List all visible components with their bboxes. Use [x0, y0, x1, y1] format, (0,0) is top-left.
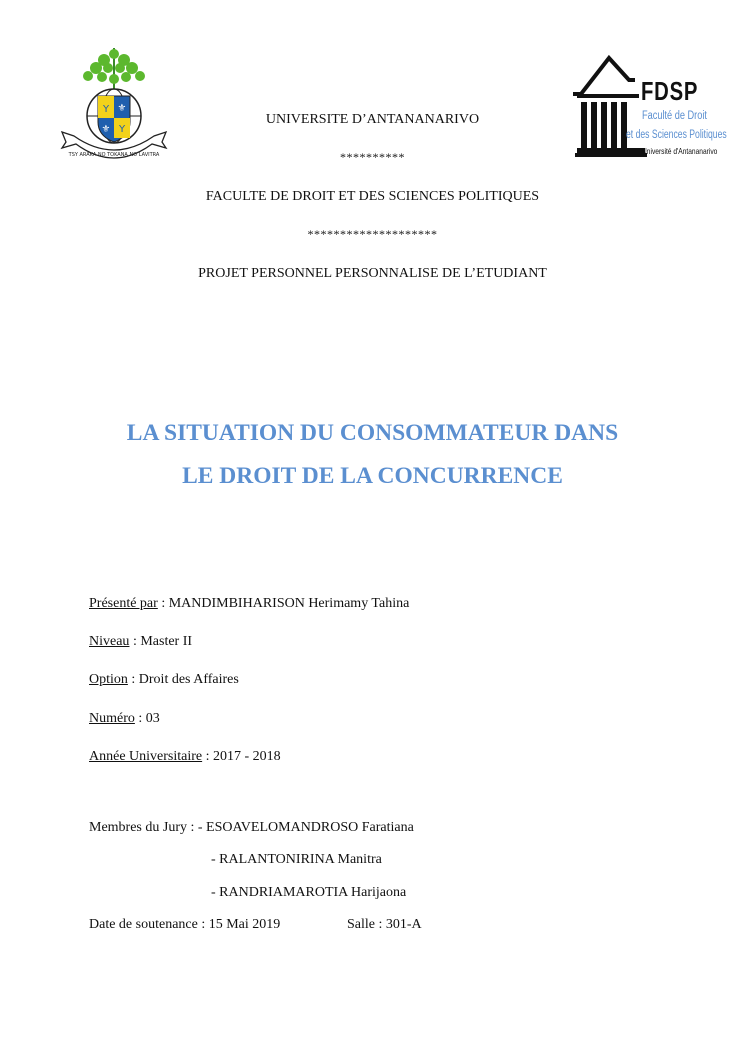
jury-member: - RALANTONIRINA Manitra: [211, 852, 382, 867]
separator-stars-2: ********************: [307, 227, 438, 241]
document-title-line-2: LE DROIT DE LA CONCURRENCE: [182, 463, 563, 489]
level-label: Niveau: [89, 634, 130, 649]
number-label: Numéro: [89, 711, 135, 726]
faculty-name: FACULTE DE DROIT ET DES SCIENCES POLITIQUES: [205, 189, 540, 204]
number: [89, 711, 160, 727]
fdsp-line-1: Faculté de Droit: [642, 110, 707, 122]
fdsp-line-3: Université d'Antananarivo: [642, 146, 718, 156]
university-name: UNIVERSITE D’ANTANANARIVO: [265, 112, 480, 127]
presented-by-label: Présenté par: [89, 596, 158, 611]
defense-room: Salle : 301-A: [347, 917, 422, 932]
svg-text:⚜: ⚜: [101, 124, 111, 135]
level-value: : Master II: [129, 634, 193, 649]
level: [89, 634, 192, 650]
number-value: : 03: [134, 711, 160, 726]
presented-by-value: : MANDIMBIHARISON Herimamy Tahina: [157, 596, 410, 611]
document-title-line-1: LA SITUATION DU CONSOMMATEUR DANS: [126, 420, 619, 446]
project-label: PROJET PERSONNEL PERSONNALISE DE L’ETUDIANT: [198, 266, 547, 281]
fdsp-acronym: FDSP: [641, 76, 699, 106]
svg-text:⚜: ⚜: [117, 103, 127, 114]
fdsp-logo: [571, 50, 727, 162]
option: [89, 672, 239, 688]
academic-year-value: : 2017 - 2018: [202, 749, 281, 764]
jury-member: - ESOAVELOMANDROSO Faratiana: [197, 820, 414, 835]
svg-text:Y: Y: [118, 124, 126, 135]
jury-label: Membres du Jury :: [89, 820, 198, 835]
defense-date: Date de soutenance : 15 Mai 2019: [89, 917, 281, 932]
seal-motto: TSY ARAKA NO TOKANA NO LAVITRA: [68, 152, 160, 158]
option-label: Option: [89, 672, 128, 687]
jury-row-1: [89, 820, 414, 836]
presented-by: [89, 596, 409, 612]
jury-member: - RANDRIAMAROTIA Harijaona: [211, 885, 407, 900]
option-value: : Droit des Affaires: [127, 672, 239, 687]
academic-year: [89, 749, 281, 765]
separator-stars-1: **********: [340, 150, 405, 164]
fdsp-line-2: et des Sciences Politiques: [626, 129, 727, 141]
svg-text:Y: Y: [102, 104, 110, 115]
academic-year-label: Année Universitaire: [89, 749, 203, 764]
